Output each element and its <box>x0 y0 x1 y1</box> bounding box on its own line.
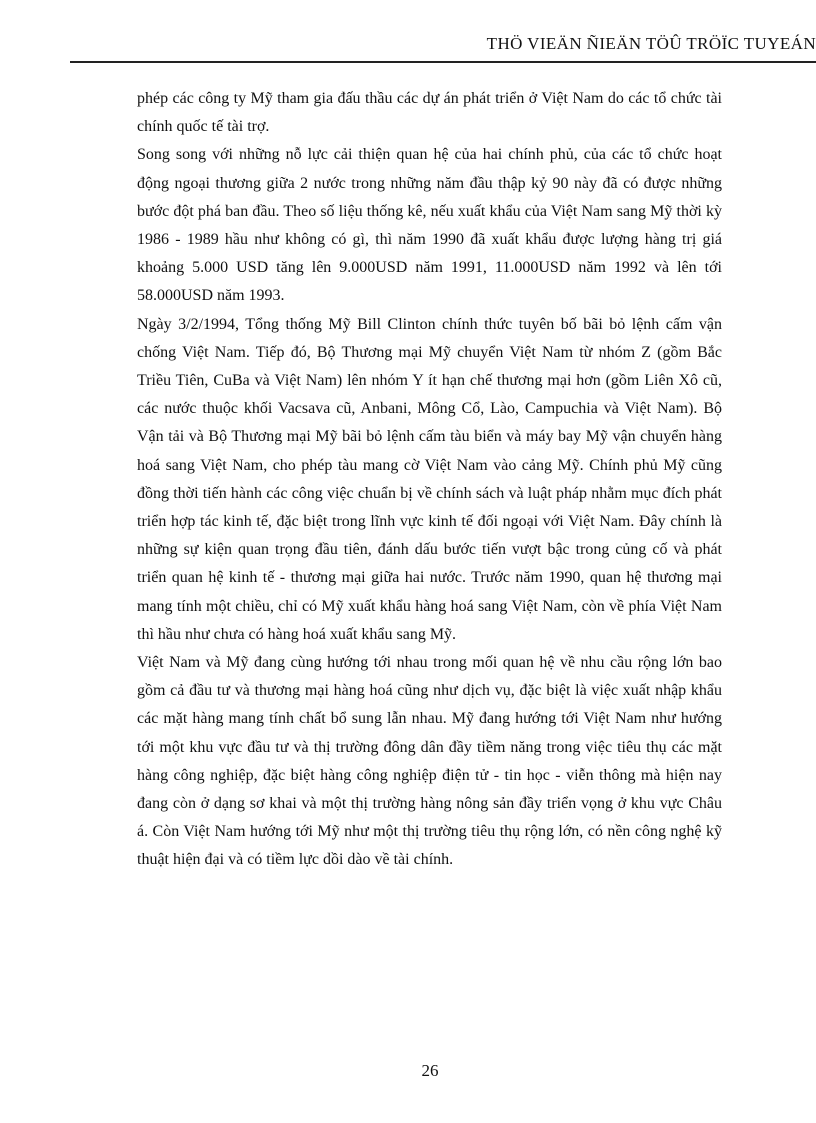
document-body <box>137 85 722 875</box>
page-header: THÖ VIEÄN ÑIEÄN TÖÛ TRÖÏC TUYEÁN <box>486 34 816 53</box>
page-number: 26 <box>421 1061 439 1080</box>
header-rule <box>70 61 816 63</box>
paragraph-4: Việt Nam và Mỹ đang cùng hướng tới nhau trong mối quan hệ về nhu cầu rộng lớn bao gồm cả đầu tư và thương mại hàng hoá cũng như dịch vụ, đặc biệt là việc xuất nhập khẩu các mặt hàng mang tính chất bổ sung lẫn nhau. Mỹ đang hướng tới Việt Nam như hướng tới một khu vực đầu tư và thị trường đông dân đầy tiềm năng trong việc tiêu thụ các mặt hàng công nghiệp, đặc biệt hàng công nghiệp điện tử - tin học - viễn thông mà hiện nay đang còn ở dạng sơ khai và một thị trường hàng nông sản đầy triển vọng ở khu vực Châu á. Còn Việt Nam hướng tới Mỹ như một thị trường tiêu thụ rộng lớn, có nền công nghệ kỹ thuật hiện đại và có tiềm lực dồi dào về tài chính. <box>137 654 722 869</box>
paragraph-3: Ngày 3/2/1994, Tổng thống Mỹ Bill Clinton chính thức tuyên bố bãi bỏ lệnh cấm vận chống Việt Nam. Tiếp đó, Bộ Thương mại Mỹ chuyển Việt Nam từ nhóm Z (gồm Bắc Triều Tiên, CuBa và Việt Nam) lên nhóm Y ít hạn chế thương mại hơn (gồm Liên Xô cũ, các nước thuộc khối Vacsava cũ, Anbani, Mông Cổ, Lào, Campuchia và Việt Nam). Bộ Vận tải và Bộ Thương mại Mỹ bãi bỏ lệnh cấm tàu biển và máy bay Mỹ vận chuyển hàng hoá sang Việt Nam, cho phép tàu mang cờ Việt Nam vào cảng Mỹ. Chính phủ Mỹ cũng đồng thời tiến hành các công việc chuẩn bị về chính sách và luật pháp nhằm mục đích phát triển hợp tác kinh tế, đặc biệt trong lĩnh vực kinh tế đối ngoại với Việt Nam. Đây chính là những sự kiện quan trọng đầu tiên, đánh dấu bước tiến vượt bậc trong củng cố và phát triển quan hệ kinh tế - thương mại giữa hai nước. Trước năm 1990, quan hệ thương mại mang tính một chiều, chỉ có Mỹ xuất khẩu hàng hoá sang Việt Nam, còn về phía Việt Nam thì hầu như chưa có hàng hoá xuất khẩu sang Mỹ. <box>137 315 722 643</box>
paragraph-1: phép các công ty Mỹ tham gia đấu thầu các dự án phát triển ở Việt Nam do các tổ chức tài chính quốc tế tài trợ. <box>137 90 722 136</box>
paragraph-2: Song song với những nỗ lực cải thiện quan hệ của hai chính phủ, của các tổ chức hoạt động ngoại thương giữa 2 nước trong những năm đầu thập kỷ 90 này đã có được những bước đột phá ban đầu. Theo số liệu thống kê, nếu xuất khẩu của Việt Nam sang Mỹ thời kỳ 1986 - 1989 hầu như không có gì, thì năm 1990 đã xuất khẩu được lượng hàng trị giá khoảng 5.000 USD tăng lên 9.000USD năm 1991, 11.000USD năm 1992 và lên tới 58.000USD năm 1993. <box>137 146 722 305</box>
